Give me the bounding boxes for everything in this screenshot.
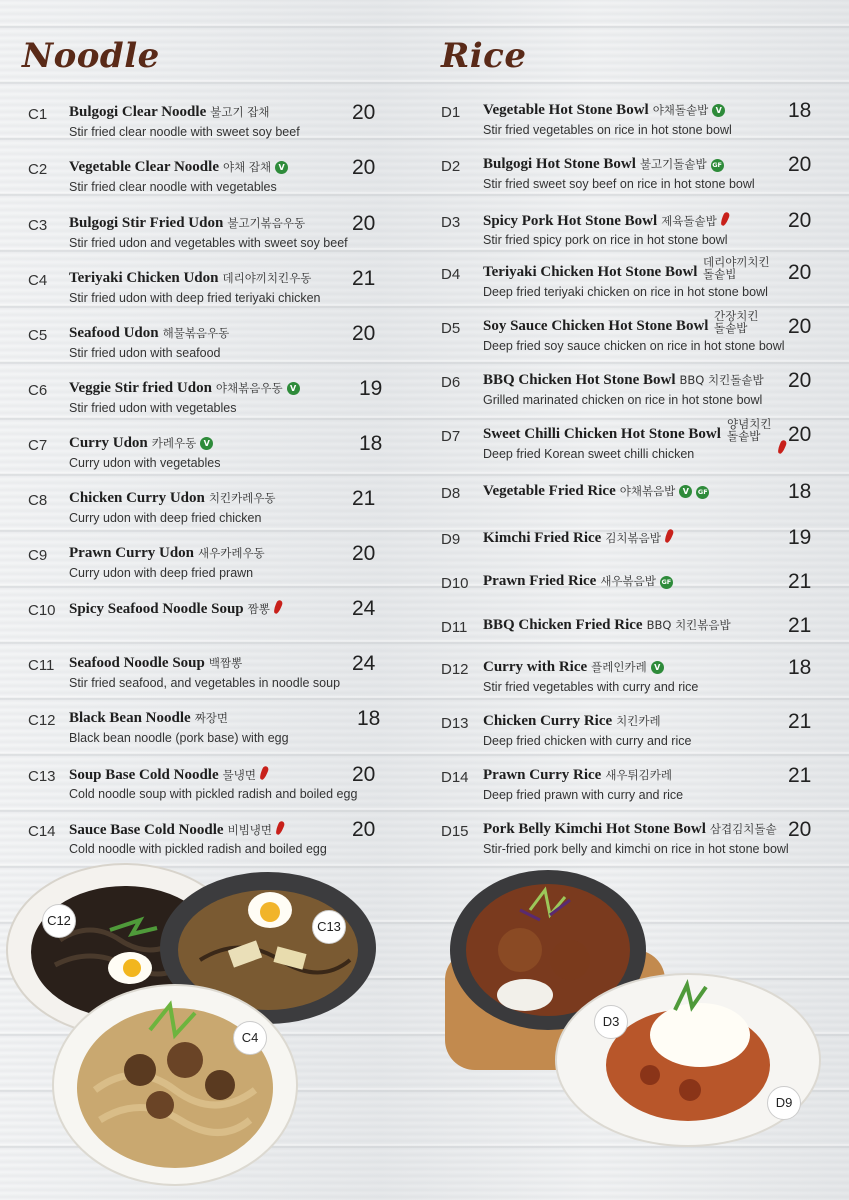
item-name — [483, 102, 725, 119]
item-description: Stir fried clear noodle with vegetables — [69, 180, 277, 194]
item-korean-name: 야채볶음밥 — [619, 484, 676, 498]
item-description: Stir fried clear noodle with sweet soy beef — [69, 125, 300, 139]
item-name-text: BBQ Chicken Hot Stone Bowl — [483, 372, 676, 388]
item-price: 21 — [788, 614, 812, 637]
food-photos — [0, 860, 849, 1200]
item-price: 19 — [359, 377, 383, 400]
item-korean-name: 짬뽕 — [247, 602, 270, 616]
photo-label-c13: C13 — [312, 910, 346, 944]
item-description: Stir-fried pork belly and kimchi on rice in hot stone bowl — [483, 842, 789, 856]
item-description: Stir fried udon with vegetables — [69, 401, 237, 415]
item-name-text: Prawn Curry Rice — [483, 767, 602, 783]
item-code: D9 — [441, 531, 461, 548]
item-korean-name — [703, 256, 770, 280]
item-price: 21 — [788, 570, 812, 593]
item-description: Stir fried vegetables with curry and rice — [483, 680, 699, 694]
item-code: D1 — [441, 104, 461, 121]
item-korean-name: 삼겹김치돌솥 — [709, 822, 777, 836]
vegetarian-badge-icon: V — [712, 104, 725, 117]
item-name — [483, 212, 728, 230]
item-price: 18 — [788, 99, 812, 122]
item-price: 24 — [352, 652, 376, 675]
item-code: D5 — [441, 320, 461, 337]
item-code: D3 — [441, 214, 461, 231]
item-name — [69, 710, 228, 727]
item-description: Stir fried vegetables on rice in hot stone bowl — [483, 123, 732, 137]
item-code: C6 — [28, 382, 48, 399]
item-korean-name: 물냉면 — [222, 768, 256, 782]
item-name — [69, 325, 229, 342]
item-price: 18 — [788, 480, 812, 503]
item-name — [483, 573, 673, 590]
item-korean-name: 야채볶음우동 — [215, 381, 283, 395]
vegetarian-badge-icon: V — [679, 485, 692, 498]
item-name-text: Vegetable Clear Noodle — [69, 159, 219, 175]
item-description: Curry udon with vegetables — [69, 456, 221, 470]
item-name — [69, 380, 300, 397]
item-korean-name: 새우볶음밥 — [600, 574, 656, 588]
item-code: C2 — [28, 161, 48, 178]
item-price: 19 — [788, 526, 812, 549]
item-name-text: Prawn Fried Rice — [483, 573, 597, 589]
item-name-text: Bulgogi Clear Noodle — [69, 104, 207, 120]
item-korean-name: 백짬뽕 — [208, 656, 243, 670]
item-name-text: Curry with Rice — [483, 659, 588, 675]
item-description: Stir fried udon with deep fried teriyaki chicken — [69, 291, 321, 305]
item-description: Stir fried udon and vegetables with sweet soy beef — [69, 236, 348, 250]
item-name-text: Kimchi Fried Rice — [483, 530, 602, 546]
item-name — [69, 821, 283, 839]
item-price: 24 — [352, 597, 376, 620]
gluten-free-badge-icon: GF — [711, 159, 724, 172]
vegetarian-badge-icon: V — [200, 437, 213, 450]
item-price: 20 — [352, 542, 376, 565]
item-description: Cold noodle soup with pickled radish and boiled egg — [69, 787, 358, 801]
item-name — [69, 435, 213, 452]
teriyaki-udon-photo — [53, 985, 297, 1185]
item-name-text: Pork Belly Kimchi Hot Stone Bowl — [483, 821, 706, 837]
item-name — [483, 617, 731, 634]
item-name — [483, 372, 764, 389]
item-korean-name: 새우카레우동 — [198, 546, 265, 560]
item-name — [69, 600, 281, 618]
gluten-free-badge-icon: GF — [696, 486, 709, 499]
item-code: D13 — [441, 715, 469, 732]
item-name-text: Sweet Chilli Chicken Hot Stone Bowl — [483, 426, 721, 442]
item-name-text: Soy Sauce Chicken Hot Stone Bowl — [483, 318, 709, 334]
item-korean-line-1: 데리야끼치킨 — [703, 255, 770, 269]
item-korean-line-2: 돌솥밥 — [727, 429, 761, 443]
item-price: 18 — [357, 707, 381, 730]
item-price: 20 — [788, 209, 812, 232]
photo-label-c4: C4 — [233, 1021, 267, 1055]
chili-icon — [777, 439, 788, 454]
item-name — [69, 270, 311, 287]
item-korean-name: 야채 잡채 — [222, 160, 272, 174]
item-name — [483, 767, 672, 784]
item-korean-name: 치킨카레우동 — [208, 491, 276, 505]
item-code: D10 — [441, 575, 469, 592]
photo-label-d3: D3 — [594, 1005, 628, 1039]
item-price: 20 — [352, 101, 376, 124]
item-korean-name: 비빔냉면 — [227, 823, 273, 837]
item-code: D7 — [441, 428, 461, 445]
item-name-text: Teriyaki Chicken Hot Stone Bowl — [483, 264, 698, 280]
item-description: Stir fried udon with seafood — [69, 346, 221, 360]
item-korean-name: 데리야끼치킨우동 — [222, 271, 312, 285]
item-korean-line-2: 돌솥밥 — [714, 321, 748, 335]
item-korean-name — [714, 310, 758, 334]
item-name-text: Curry Udon — [69, 435, 148, 451]
item-code: D8 — [441, 485, 461, 502]
item-korean-name: 짜장면 — [194, 711, 229, 725]
item-name — [483, 659, 664, 676]
item-korean-line-1: 양념치킨 — [727, 417, 772, 431]
item-description: Curry udon with deep fried prawn — [69, 566, 254, 580]
item-name-text: BBQ Chicken Fried Rice — [483, 617, 643, 633]
rice-section-title: Rice — [441, 36, 527, 76]
photo-label-c12: C12 — [42, 904, 76, 938]
vegetarian-badge-icon: V — [275, 161, 288, 174]
item-description: Stir fried seafood, and vegetables in noodle soup — [69, 676, 341, 690]
item-name — [483, 529, 672, 547]
item-name-text: Bulgogi Stir Fried Udon — [69, 215, 224, 231]
kimchi-fried-rice-photo — [556, 974, 820, 1146]
item-price: 18 — [788, 656, 812, 679]
item-name — [69, 655, 242, 672]
item-name — [483, 264, 697, 281]
item-code: C11 — [28, 657, 55, 674]
item-name — [69, 490, 276, 507]
item-name-text: Spicy Pork Hot Stone Bowl — [483, 213, 658, 229]
item-name-text: Prawn Curry Udon — [69, 545, 195, 561]
item-name — [483, 318, 708, 335]
item-name-text: Seafood Noodle Soup — [69, 655, 205, 671]
item-price: 21 — [352, 487, 376, 510]
item-price: 20 — [352, 763, 376, 786]
item-code: D15 — [441, 823, 469, 840]
chili-icon — [275, 820, 286, 835]
item-price: 20 — [788, 369, 812, 392]
item-price: 20 — [788, 315, 812, 338]
item-name-text: Bulgogi Hot Stone Bowl — [483, 156, 636, 172]
item-description: Stir fried spicy pork on rice in hot stone bowl — [483, 233, 728, 247]
item-name-text: Vegetable Hot Stone Bowl — [483, 102, 649, 118]
item-code: C13 — [28, 768, 56, 785]
item-name-text: Teriyaki Chicken Udon — [69, 270, 219, 286]
item-name — [69, 104, 269, 121]
item-description: Deep fried soy sauce chicken on rice in hot stone bowl — [483, 339, 785, 353]
item-code: C4 — [28, 272, 48, 289]
item-description: Grilled marinated chicken on rice in hot stone bowl — [483, 393, 763, 407]
item-name — [483, 713, 661, 730]
item-code: C9 — [28, 547, 48, 564]
item-price: 20 — [788, 818, 812, 841]
item-description: Stir fried sweet soy beef on rice in hot stone bowl — [483, 177, 755, 191]
item-description: Black bean noodle (pork base) with egg — [69, 731, 289, 745]
photo-label-d9: D9 — [767, 1086, 801, 1120]
item-description: Cold noodle with pickled radish and boiled egg — [69, 842, 327, 856]
item-name — [483, 156, 724, 173]
item-name-text: Veggie Stir fried Udon — [69, 380, 212, 396]
item-code: C5 — [28, 327, 48, 344]
item-code: D11 — [441, 619, 468, 636]
vegetarian-badge-icon: V — [651, 661, 664, 674]
item-description: Deep fried Korean sweet chilli chicken — [483, 447, 695, 461]
item-description: Deep fried teriyaki chicken on rice in hot stone bowl — [483, 285, 768, 299]
chili-icon — [259, 765, 270, 780]
item-name — [483, 483, 709, 500]
item-korean-name: 불고기볶음우동 — [227, 216, 306, 230]
chili-icon — [719, 211, 730, 226]
item-name — [69, 766, 267, 784]
item-name-text: Chicken Curry Rice — [483, 713, 613, 729]
item-code: D12 — [441, 661, 469, 678]
item-price: 20 — [352, 322, 376, 345]
item-description: Deep fried chicken with curry and rice — [483, 734, 692, 748]
item-code: D2 — [441, 158, 461, 175]
item-price: 20 — [788, 261, 812, 284]
item-code: D14 — [441, 769, 469, 786]
item-korean-name: 불고기돌솥밥 — [639, 157, 707, 171]
item-korean-name: 불고기 잡채 — [210, 105, 270, 119]
item-code: C12 — [28, 712, 56, 729]
item-korean-name: BBQ 치킨볶음밥 — [646, 618, 731, 632]
noodle-section-title: Noodle — [22, 36, 160, 76]
item-korean-name: 제육돌솥밥 — [661, 214, 717, 228]
item-price: 20 — [352, 212, 376, 235]
item-code: C1 — [28, 106, 48, 123]
item-description: Deep fried prawn with curry and rice — [483, 788, 684, 802]
item-korean-name: 플레인카레 — [591, 660, 647, 674]
item-name — [69, 545, 265, 562]
item-code: D4 — [441, 266, 461, 283]
item-code: C7 — [28, 437, 48, 454]
item-name — [483, 426, 721, 443]
item-korean-name: BBQ 치킨돌솥밥 — [679, 373, 764, 387]
item-korean-name — [727, 418, 771, 442]
item-name-text: Vegetable Fried Rice — [483, 483, 616, 499]
item-price: 21 — [352, 267, 376, 290]
item-korean-name: 김치볶음밥 — [605, 531, 661, 545]
item-price: 21 — [788, 710, 812, 733]
item-price: 20 — [788, 153, 812, 176]
item-code: C10 — [28, 602, 56, 619]
item-code: C8 — [28, 492, 48, 509]
vegetarian-badge-icon: V — [287, 382, 300, 395]
item-price: 20 — [352, 156, 376, 179]
item-name-text: Black Bean Noodle — [69, 710, 191, 726]
item-korean-name: 카레우동 — [151, 436, 197, 450]
item-korean-name: 새우튀김카레 — [605, 768, 672, 782]
item-code: C14 — [28, 823, 56, 840]
item-price: 18 — [359, 432, 383, 455]
item-code: D6 — [441, 374, 461, 391]
item-price: 20 — [788, 423, 812, 446]
chili-icon — [663, 528, 674, 543]
item-korean-name: 야채돌솥밥 — [652, 103, 709, 117]
item-name-text: Chicken Curry Udon — [69, 490, 205, 506]
item-name-text: Spicy Seafood Noodle Soup — [69, 601, 244, 617]
item-korean-line-1: 간장치킨 — [714, 309, 759, 323]
item-description: Curry udon with deep fried chicken — [69, 511, 262, 525]
item-korean-name: 치킨카레 — [616, 714, 661, 728]
chili-icon — [272, 599, 283, 614]
item-name-text: Seafood Udon — [69, 325, 159, 341]
item-price: 21 — [788, 764, 812, 787]
item-name-text: Sauce Base Cold Noodle — [69, 822, 224, 838]
item-name — [69, 159, 288, 176]
item-name — [483, 821, 777, 838]
item-korean-name: 해물볶음우동 — [162, 326, 230, 340]
item-price: 20 — [352, 818, 376, 841]
item-korean-line-2: 돌솥빕 — [703, 267, 737, 281]
gluten-free-badge-icon: GF — [660, 576, 673, 589]
item-name-text: Soup Base Cold Noodle — [69, 767, 219, 783]
item-name — [69, 215, 305, 232]
item-code: C3 — [28, 217, 48, 234]
